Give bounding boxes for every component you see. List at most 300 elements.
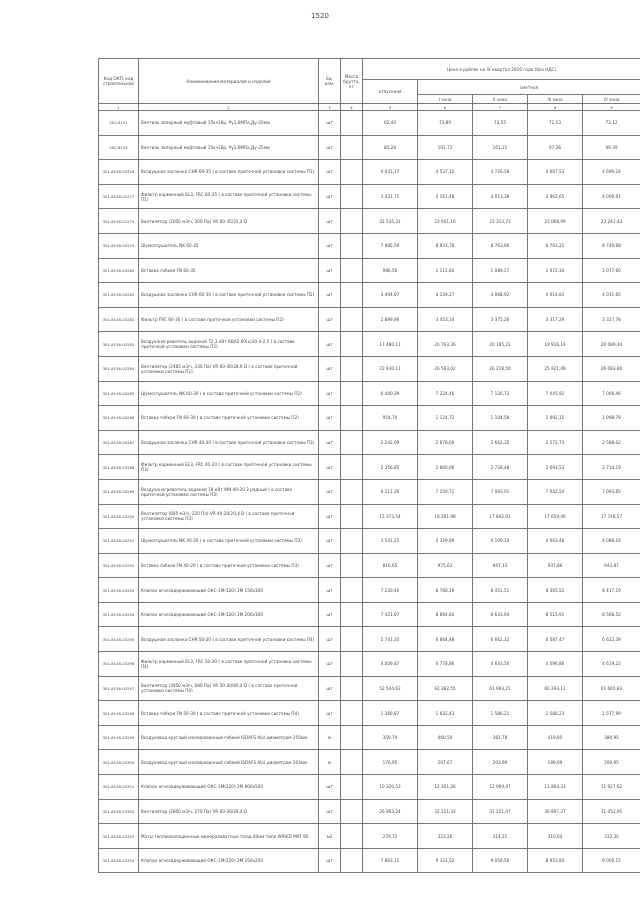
item-code: 301-8156-03298 bbox=[99, 701, 139, 726]
release-price: 5 741,35 bbox=[363, 627, 418, 652]
zone-4-price: 8 417,19 bbox=[583, 578, 640, 603]
zone-4-price: 8 749,68 bbox=[583, 233, 640, 258]
release-price: 7 985,59 bbox=[363, 233, 418, 258]
zone-3-price: 25 921,48 bbox=[528, 356, 583, 381]
item-name: Шумоглушитель NK 60-30 ( в составе приточной установки системы П2) bbox=[139, 381, 319, 406]
table-row bbox=[99, 332, 640, 357]
item-code: 301-8156-00328 bbox=[99, 160, 139, 185]
item-name: Фильтр карманный EL3, FRC 40-20 ( в составе приточной установки системы П3) bbox=[139, 455, 319, 480]
release-price: 26 963,24 bbox=[363, 799, 418, 824]
item-mass bbox=[341, 529, 363, 554]
zone-3-price: 3 962,65 bbox=[528, 184, 583, 209]
item-name: Маты теплоизоляционные минераловатные толщ.40мм типа WIRED MAT 80 bbox=[139, 824, 319, 849]
table-row bbox=[99, 356, 640, 381]
header-zone-4: IV зона bbox=[583, 95, 640, 104]
zone-2-price: 4 013,36 bbox=[473, 184, 528, 209]
zone-2-price: 8 451,51 bbox=[473, 578, 528, 603]
item-unit: шт bbox=[319, 381, 341, 406]
item-code: 202-8131 bbox=[99, 111, 139, 136]
item-name: Вставка гибкая FN 60-35 bbox=[139, 258, 319, 283]
zone-4-price: 1 077,60 bbox=[583, 258, 640, 283]
zone-3-price: 199,69 bbox=[528, 750, 583, 775]
header-price-group: Цена в рублях на IV квартал 2016 года (без НДС) bbox=[363, 59, 640, 80]
zone-1-price: 4 778,86 bbox=[418, 652, 473, 677]
zone-1-price: 1 632,43 bbox=[418, 701, 473, 726]
zone-3-price: 97,36 bbox=[528, 135, 583, 160]
column-number: 5 bbox=[363, 104, 418, 111]
zone-3-price: 419,85 bbox=[528, 725, 583, 750]
zone-2-price: 23 313,73 bbox=[473, 209, 528, 234]
item-mass bbox=[341, 799, 363, 824]
zone-2-price: 1 089,27 bbox=[473, 258, 528, 283]
zone-1-price: 323,26 bbox=[418, 824, 473, 849]
release-price: 3 494,87 bbox=[363, 283, 418, 308]
zone-3-price: 2 572,73 bbox=[528, 430, 583, 455]
table-row bbox=[99, 676, 640, 701]
table-row bbox=[99, 430, 640, 455]
release-price: 10 320,53 bbox=[363, 775, 418, 800]
zone-4-price: 380,95 bbox=[583, 725, 640, 750]
item-unit: шт bbox=[319, 775, 341, 800]
item-code: 301-8156-03297 bbox=[99, 676, 139, 701]
zone-3-price: 19 916,19 bbox=[528, 332, 583, 357]
zone-1-price: 460,50 bbox=[418, 725, 473, 750]
zone-3-price: 4 063,48 bbox=[528, 529, 583, 554]
table-row bbox=[99, 160, 640, 185]
table-row bbox=[99, 725, 640, 750]
zone-1-price: 7 259,71 bbox=[418, 479, 473, 504]
table-row bbox=[99, 799, 640, 824]
item-unit: шт bbox=[319, 430, 341, 455]
table-row bbox=[99, 652, 640, 677]
item-name: Воздушная заслонка CHR 40-30 ( в составе приточной установки системы П3) bbox=[139, 430, 319, 455]
zone-2-price: 26 218,50 bbox=[473, 356, 528, 381]
item-mass bbox=[341, 332, 363, 357]
zone-4-price: 312,30 bbox=[583, 824, 640, 849]
item-unit: шт bbox=[319, 553, 341, 578]
zone-1-price: 4 159,27 bbox=[418, 283, 473, 308]
table-row bbox=[99, 775, 640, 800]
price-table bbox=[98, 58, 640, 873]
header-zone-2: II зона bbox=[473, 95, 528, 104]
item-name: Клапан огнезадерживающий ОКС-1М(120) 3М 250x250 bbox=[139, 848, 319, 873]
item-unit: шт bbox=[319, 529, 341, 554]
header-estimated: сметная bbox=[418, 80, 640, 95]
item-name: Фильтр карманный EL3, FRC 60-35 ( в составе приточной установки системы П1) bbox=[139, 184, 319, 209]
zone-4-price: 73,12 bbox=[583, 111, 640, 136]
item-mass bbox=[341, 356, 363, 381]
item-unit: шт bbox=[319, 578, 341, 603]
item-code: 301-8156-03290 bbox=[99, 504, 139, 529]
release-price: 4 009,87 bbox=[363, 652, 418, 677]
release-price: 52 544,62 bbox=[363, 676, 418, 701]
item-unit: шт bbox=[319, 111, 341, 136]
item-name: Вентилятор (3950 м3/ч, 680 Па) VR 50-30/40,4 D ( в составе приточной установки системы П4) bbox=[139, 676, 319, 701]
table-row bbox=[99, 479, 640, 504]
item-code: 301-8156-03304 bbox=[99, 848, 139, 873]
table-row bbox=[99, 184, 640, 209]
item-mass bbox=[341, 111, 363, 136]
item-code: 301-8156-01279 bbox=[99, 209, 139, 234]
release-price: 22 930,11 bbox=[363, 356, 418, 381]
item-name: Воздушная заслонка CHR 60-35 ( в составе приточной установки системы П1) bbox=[139, 160, 319, 185]
header-release: отпускная bbox=[363, 80, 418, 104]
zone-1-price: 9 321,52 bbox=[418, 848, 473, 873]
column-number-row bbox=[99, 104, 640, 111]
zone-1-price: 207,67 bbox=[418, 750, 473, 775]
release-price: 279,72 bbox=[363, 824, 418, 849]
item-unit: шт bbox=[319, 184, 341, 209]
item-mass bbox=[341, 504, 363, 529]
zone-4-price: 4 699,24 bbox=[583, 160, 640, 185]
release-price: 359,79 bbox=[363, 725, 418, 750]
release-price: 7 230,40 bbox=[363, 578, 418, 603]
item-mass bbox=[341, 233, 363, 258]
zone-4-price: 4 031,65 bbox=[583, 283, 640, 308]
zone-3-price: 8 365,52 bbox=[528, 578, 583, 603]
table-row bbox=[99, 627, 640, 652]
item-mass bbox=[341, 553, 363, 578]
release-price: 176,95 bbox=[363, 750, 418, 775]
zone-1-price: 6 864,48 bbox=[418, 627, 473, 652]
item-name: Вентилятор (2485 м3/ч, 330 Па) VR 60-30/28,6 D ( в составе приточной установки системы П2) bbox=[139, 356, 319, 381]
item-mass bbox=[341, 430, 363, 455]
zone-4-price: 1 098,79 bbox=[583, 406, 640, 431]
release-price: 4 031,17 bbox=[363, 160, 418, 185]
zone-3-price: 8 515,91 bbox=[528, 602, 583, 627]
item-code: 202-8134 bbox=[99, 135, 139, 160]
zone-1-price: 1 111,64 bbox=[418, 258, 473, 283]
zone-3-price: 8 953,84 bbox=[528, 848, 583, 873]
zone-2-price: 381,78 bbox=[473, 725, 528, 750]
zone-3-price: 60 293,11 bbox=[528, 676, 583, 701]
item-name: Клапан огнезадерживающий ОКС-1М(120) 3М 800x500 bbox=[139, 775, 319, 800]
zone-2-price: 1 586,21 bbox=[473, 701, 528, 726]
release-price: 2 899,96 bbox=[363, 307, 418, 332]
zone-4-price: 4 088,16 bbox=[583, 529, 640, 554]
item-name: Вставка гибкая FN 50-30 ( в составе приточной установки системы П4) bbox=[139, 701, 319, 726]
item-unit: шт bbox=[319, 233, 341, 258]
zone-3-price: 4 667,53 bbox=[528, 160, 583, 185]
table-row bbox=[99, 602, 640, 627]
zone-1-price: 4 537,12 bbox=[418, 160, 473, 185]
zone-3-price: 937,86 bbox=[528, 553, 583, 578]
header-unit: Ед. изм. bbox=[319, 59, 341, 104]
item-unit: шт bbox=[319, 307, 341, 332]
zone-4-price: 23 241,43 bbox=[583, 209, 640, 234]
table-row bbox=[99, 848, 640, 873]
zone-3-price: 310,64 bbox=[528, 824, 583, 849]
table-row bbox=[99, 504, 640, 529]
item-mass bbox=[341, 824, 363, 849]
zone-3-price: 17 659,46 bbox=[528, 504, 583, 529]
item-unit: шт bbox=[319, 356, 341, 381]
item-mass bbox=[341, 381, 363, 406]
zone-1-price: 8 864,64 bbox=[418, 602, 473, 627]
zone-1-price: 23 941,16 bbox=[418, 209, 473, 234]
item-unit: шт bbox=[319, 652, 341, 677]
item-name: Вставка гибкая FN 60-30 ( в составе приточной установки системы П2) bbox=[139, 406, 319, 431]
item-unit: шт bbox=[319, 160, 341, 185]
zone-1-price: 32 111,33 bbox=[418, 799, 473, 824]
column-number: 2 bbox=[139, 104, 319, 111]
zone-2-price: 203,99 bbox=[473, 750, 528, 775]
item-name: Вентиль запорный муфтовый 15кч18р, Py1,6МПа,Ду-25мм bbox=[139, 135, 319, 160]
item-name: Воздухонагреватель водяной 18 кВт WN 40-20 3 рядный ( в составе приточной установки системы П3) bbox=[139, 479, 319, 504]
release-price: 6 440,39 bbox=[363, 381, 418, 406]
item-unit: шт bbox=[319, 701, 341, 726]
item-code: 301-8156-03302 bbox=[99, 799, 139, 824]
header-zone-3: III зона bbox=[528, 95, 583, 104]
zone-2-price: 31 221,47 bbox=[473, 799, 528, 824]
item-mass bbox=[341, 455, 363, 480]
item-mass bbox=[341, 283, 363, 308]
item-unit: шт bbox=[319, 135, 341, 160]
table-row bbox=[99, 111, 640, 136]
item-code: 301-8156-03288 bbox=[99, 455, 139, 480]
item-unit: шт bbox=[319, 676, 341, 701]
zone-4-price: 9 009,15 bbox=[583, 848, 640, 873]
column-number: 9 bbox=[583, 104, 640, 111]
item-code: 301-8156-00229 bbox=[99, 233, 139, 258]
item-code: 301-8156-03303 bbox=[99, 824, 139, 849]
zone-3-price: 30 897,27 bbox=[528, 799, 583, 824]
item-name: Воздушная заслонка CHR 60-30 ( в составе приточной установки системы П2) bbox=[139, 283, 319, 308]
header-name: Наименование материалов и изделий bbox=[139, 59, 319, 104]
release-price: 1 366,87 bbox=[363, 701, 418, 726]
item-mass bbox=[341, 725, 363, 750]
item-code: 301-8156-00285 bbox=[99, 381, 139, 406]
table-row bbox=[99, 701, 640, 726]
zone-3-price: 23 068,99 bbox=[528, 209, 583, 234]
table-row bbox=[99, 209, 640, 234]
release-price: 6 111,30 bbox=[363, 479, 418, 504]
item-unit: шт bbox=[319, 504, 341, 529]
zone-2-price: 17 842,91 bbox=[473, 504, 528, 529]
release-price: 7 863,11 bbox=[363, 848, 418, 873]
item-code: 301-8156-03292 bbox=[99, 553, 139, 578]
zone-2-price: 7 126,72 bbox=[473, 381, 528, 406]
item-mass bbox=[341, 578, 363, 603]
table-row bbox=[99, 233, 640, 258]
header-code: Код ОКП, код строительной bbox=[99, 59, 139, 104]
zone-1-price: 975,63 bbox=[418, 553, 473, 578]
zone-3-price: 8 703,21 bbox=[528, 233, 583, 258]
item-code: 301-8156-00286 bbox=[99, 406, 139, 431]
zone-2-price: 314,21 bbox=[473, 824, 528, 849]
zone-2-price: 7 093,01 bbox=[473, 479, 528, 504]
item-mass bbox=[341, 775, 363, 800]
table-row bbox=[99, 135, 640, 160]
item-unit: м2 bbox=[319, 824, 341, 849]
release-price: 816,65 bbox=[363, 553, 418, 578]
item-code: 301-8156-03296 bbox=[99, 652, 139, 677]
item-mass bbox=[341, 258, 363, 283]
item-code: 301-8156-03299 bbox=[99, 725, 139, 750]
column-number: 8 bbox=[528, 104, 583, 111]
item-code: 301-8156-03295 bbox=[99, 627, 139, 652]
item-mass bbox=[341, 135, 363, 160]
zone-1-price: 73,89 bbox=[418, 111, 473, 136]
zone-2-price: 9 058,56 bbox=[473, 848, 528, 873]
table-row bbox=[99, 750, 640, 775]
item-unit: шт bbox=[319, 283, 341, 308]
item-code: 301-8156-00291 bbox=[99, 529, 139, 554]
zone-3-price: 6 587,47 bbox=[528, 627, 583, 652]
zone-1-price: 3 453,14 bbox=[418, 307, 473, 332]
table-row bbox=[99, 406, 640, 431]
zone-4-price: 7 008,46 bbox=[583, 381, 640, 406]
item-code: 301-8156-00282 bbox=[99, 283, 139, 308]
zone-3-price: 11 864,33 bbox=[528, 775, 583, 800]
zone-3-price: 4 014,83 bbox=[528, 283, 583, 308]
table-row bbox=[99, 258, 640, 283]
zone-3-price: 4 596,86 bbox=[528, 652, 583, 677]
zone-2-price: 101,21 bbox=[473, 135, 528, 160]
release-price: 31 535,31 bbox=[363, 209, 418, 234]
item-code: 301-8156-02284 bbox=[99, 356, 139, 381]
release-price: 7 421,87 bbox=[363, 602, 418, 627]
zone-4-price: 4 619,22 bbox=[583, 652, 640, 677]
zone-3-price: 3 317,29 bbox=[528, 307, 583, 332]
zone-2-price: 73,55 bbox=[473, 111, 528, 136]
release-price: 986,56 bbox=[363, 258, 418, 283]
zone-3-price: 1 072,34 bbox=[528, 258, 583, 283]
zone-1-price: 2 800,06 bbox=[418, 455, 473, 480]
zone-4-price: 99,39 bbox=[583, 135, 640, 160]
item-code: 301-8156-03293 bbox=[99, 578, 139, 603]
item-name: Воздухонагреватель водяной 72,3 кВт RBAS 60(x)30-4-2,5 ( в составе приточной установки системы П2) bbox=[139, 332, 319, 357]
zone-2-price: 1 104,58 bbox=[473, 406, 528, 431]
zone-1-price: 7 224,46 bbox=[418, 381, 473, 406]
zone-3-price: 2 693,53 bbox=[528, 455, 583, 480]
item-code: 301-8156-03294 bbox=[99, 602, 139, 627]
item-mass bbox=[341, 479, 363, 504]
zone-2-price: 947,13 bbox=[473, 553, 528, 578]
release-price: 2 242,09 bbox=[363, 430, 418, 455]
item-code: 301-8156-03283 bbox=[99, 332, 139, 357]
table-row bbox=[99, 381, 640, 406]
zone-4-price: 26 083,80 bbox=[583, 356, 640, 381]
item-mass bbox=[341, 160, 363, 185]
column-number: 6 bbox=[418, 104, 473, 111]
item-unit: шт bbox=[319, 799, 341, 824]
item-mass bbox=[341, 701, 363, 726]
header-mass: Масса брутто, кг bbox=[341, 59, 363, 104]
table-row bbox=[99, 553, 640, 578]
release-price: 2 356,85 bbox=[363, 455, 418, 480]
item-name: Клапан огнезадерживающий ОКС-1М(120) 3М 150x100 bbox=[139, 578, 319, 603]
release-price: 3 541,25 bbox=[363, 529, 418, 554]
zone-3-price: 7 045,92 bbox=[528, 381, 583, 406]
zone-1-price: 12 351,26 bbox=[418, 775, 473, 800]
zone-1-price: 1 124,72 bbox=[418, 406, 473, 431]
item-unit: шт bbox=[319, 848, 341, 873]
zone-1-price: 18 261,98 bbox=[418, 504, 473, 529]
item-mass bbox=[341, 848, 363, 873]
zone-4-price: 2 588,62 bbox=[583, 430, 640, 455]
column-number: 3 bbox=[319, 104, 341, 111]
item-name: Вставка гибкая FN 40-20 ( в составе приточной установки системы П3) bbox=[139, 553, 319, 578]
zone-1-price: 101,72 bbox=[418, 135, 473, 160]
zone-1-price: 26 593,02 bbox=[418, 356, 473, 381]
zone-4-price: 200,95 bbox=[583, 750, 640, 775]
item-mass bbox=[341, 406, 363, 431]
zone-2-price: 2 728,48 bbox=[473, 455, 528, 480]
item-unit: шт bbox=[319, 332, 341, 357]
table-header bbox=[99, 59, 640, 111]
item-mass bbox=[341, 750, 363, 775]
table-body bbox=[99, 111, 640, 873]
item-unit: шт bbox=[319, 406, 341, 431]
item-unit: шт bbox=[319, 602, 341, 627]
item-unit: шт bbox=[319, 627, 341, 652]
item-name: Воздушная заслонка CHR 50-30 ( в составе приточной установки системы П4) bbox=[139, 627, 319, 652]
item-name: Вентилятор (2800 м3/ч, 270 Па) VR 60-30/28,4 D bbox=[139, 799, 319, 824]
item-mass bbox=[341, 602, 363, 627]
release-price: 17 480,11 bbox=[363, 332, 418, 357]
table-row bbox=[99, 824, 640, 849]
zone-2-price: 4 720,58 bbox=[473, 160, 528, 185]
zone-2-price: 6 662,32 bbox=[473, 627, 528, 652]
item-name: Шумоглушитель NK 40-20 ( в составе приточной установки системы П3) bbox=[139, 529, 319, 554]
zone-3-price: 72,53 bbox=[528, 111, 583, 136]
item-name: Шумоглушитель NK 60-35 bbox=[139, 233, 319, 258]
release-price: 85,28 bbox=[363, 135, 418, 160]
zone-1-price: 2 678,69 bbox=[418, 430, 473, 455]
table-row bbox=[99, 307, 640, 332]
table-row bbox=[99, 578, 640, 603]
item-unit: м bbox=[319, 725, 341, 750]
table-row bbox=[99, 529, 640, 554]
zone-4-price: 2 714,19 bbox=[583, 455, 640, 480]
zone-4-price: 1 577,99 bbox=[583, 701, 640, 726]
item-name: Воздуховод круглый изолированный гибкий ISOAFS ALU диаметром 203мм bbox=[139, 750, 319, 775]
column-number: 4 bbox=[341, 104, 363, 111]
item-unit: м bbox=[319, 750, 341, 775]
item-name: Воздуховод круглый изолированный гибкий ISOAFS ALU диаметром 250мм bbox=[139, 725, 319, 750]
zone-2-price: 4 068,92 bbox=[473, 283, 528, 308]
zone-4-price: 8 568,52 bbox=[583, 602, 640, 627]
item-code: 301-8156-00289 bbox=[99, 479, 139, 504]
item-unit: шт bbox=[319, 455, 341, 480]
zone-1-price: 4 161,48 bbox=[418, 184, 473, 209]
release-price: 62,40 bbox=[363, 111, 418, 136]
zone-4-price: 20 089,44 bbox=[583, 332, 640, 357]
item-mass bbox=[341, 652, 363, 677]
zone-1-price: 8 768,19 bbox=[418, 578, 473, 603]
item-code: 301-8156-01277 bbox=[99, 184, 139, 209]
zone-4-price: 31 052,95 bbox=[583, 799, 640, 824]
zone-2-price: 2 662,35 bbox=[473, 430, 528, 455]
zone-1-price: 62 382,55 bbox=[418, 676, 473, 701]
zone-1-price: 8 933,78 bbox=[418, 233, 473, 258]
zone-2-price: 12 069,47 bbox=[473, 775, 528, 800]
item-name: Вентилятор (2000 м3/ч, 300 Па) VR 60-35/31,4 D bbox=[139, 209, 319, 234]
header-zone-1: I зона bbox=[418, 95, 473, 104]
zone-4-price: 61 665,83 bbox=[583, 676, 640, 701]
zone-4-price: 4 009,91 bbox=[583, 184, 640, 209]
item-mass bbox=[341, 209, 363, 234]
zone-4-price: 7 093,85 bbox=[583, 479, 640, 504]
item-code: 301-8156-03282 bbox=[99, 307, 139, 332]
table-row bbox=[99, 283, 640, 308]
item-code: 301-8156-03301 bbox=[99, 775, 139, 800]
zone-4-price: 942,87 bbox=[583, 553, 640, 578]
column-number: 7 bbox=[473, 104, 528, 111]
zone-4-price: 11 927,62 bbox=[583, 775, 640, 800]
item-code: 301-8156-03300 bbox=[99, 750, 139, 775]
